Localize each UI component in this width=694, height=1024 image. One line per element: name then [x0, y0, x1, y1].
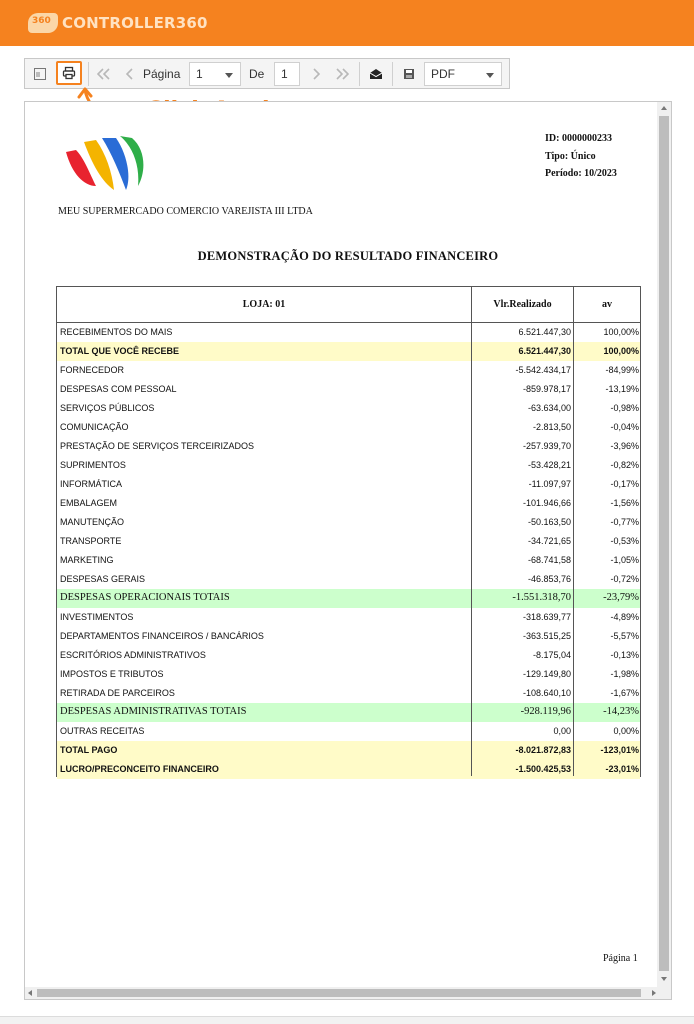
row-value: -8.021.872,83 [515, 745, 571, 755]
row-av: -84,99% [605, 365, 639, 375]
table-row [57, 551, 640, 570]
table-row [57, 418, 640, 437]
table-row [57, 513, 640, 532]
column-divider [573, 287, 574, 776]
scroll-down-icon[interactable] [661, 977, 667, 981]
export-format-select[interactable] [424, 62, 502, 86]
previous-page-button[interactable] [117, 63, 141, 85]
table-header [57, 287, 640, 323]
row-value: -34.721,65 [527, 536, 571, 546]
table-row [57, 323, 640, 342]
chevron-right-icon [312, 67, 322, 81]
report-type: Tipo: Único [545, 151, 596, 162]
table-row [57, 361, 640, 380]
row-value: -2.813,50 [532, 422, 571, 432]
row-av: -0,17% [610, 479, 639, 489]
table-row [57, 665, 640, 684]
row-label: ESCRITÓRIOS ADMINISTRATIVOS [60, 650, 206, 660]
table-row [57, 475, 640, 494]
of-label: De [249, 67, 265, 81]
next-page-button[interactable] [305, 63, 329, 85]
toolbar-divider [392, 62, 393, 86]
page-select-value: 1 [196, 67, 203, 81]
table-row [57, 722, 640, 741]
last-page-button[interactable] [331, 63, 355, 85]
double-chevron-left-icon [95, 67, 111, 81]
row-label: LUCRO/PRECONCEITO FINANCEIRO [60, 764, 219, 774]
chevron-down-icon [225, 73, 233, 78]
horizontal-scroll-thumb[interactable] [37, 989, 641, 997]
print-button[interactable] [56, 61, 82, 85]
table-row [57, 342, 640, 361]
toolbar-divider [359, 62, 360, 86]
row-label: MARKETING [60, 555, 114, 565]
table-row [57, 760, 640, 779]
table-row [57, 703, 640, 722]
row-av: -0,98% [610, 403, 639, 413]
row-value: -1.500.425,53 [515, 764, 571, 774]
table-row [57, 646, 640, 665]
scroll-up-icon[interactable] [661, 106, 667, 110]
header-store: LOJA: 01 [242, 299, 286, 310]
toggle-sidebar-button[interactable] [28, 63, 52, 85]
bottom-bar [0, 1016, 694, 1024]
row-av: -1,05% [610, 555, 639, 565]
row-value: -257.939,70 [522, 441, 571, 451]
row-value: -108.640,10 [522, 688, 571, 698]
row-label: TOTAL PAGO [60, 745, 118, 755]
open-envelope-icon [369, 67, 383, 81]
row-label: PRESTAÇÃO DE SERVIÇOS TERCEIRIZADOS [60, 441, 255, 451]
export-format-value: PDF [431, 67, 455, 81]
row-label: DESPESAS COM PESSOAL [60, 384, 177, 394]
table-row [57, 380, 640, 399]
row-label: OUTRAS RECEITAS [60, 726, 145, 736]
table-row [57, 456, 640, 475]
row-value: 6.521.447,30 [518, 327, 571, 337]
row-av: -0,13% [610, 650, 639, 660]
row-av: -0,72% [610, 574, 639, 584]
row-av: -3,96% [610, 441, 639, 451]
company-logo [62, 134, 148, 194]
row-value: -129.149,80 [522, 669, 571, 679]
row-value: -1.551.318,70 [512, 592, 571, 603]
row-value: -46.853,76 [527, 574, 571, 584]
row-label: TRANSPORTE [60, 536, 122, 546]
scroll-right-icon[interactable] [652, 990, 656, 996]
row-av: -4,89% [610, 612, 639, 622]
total-pages-value: 1 [281, 67, 288, 81]
toolbar-divider [88, 62, 89, 86]
row-av: -0,77% [610, 517, 639, 527]
row-label: SERVIÇOS PÚBLICOS [60, 403, 155, 413]
row-av: -13,19% [605, 384, 639, 394]
row-av: -1,67% [610, 688, 639, 698]
row-value: -101.946,66 [522, 498, 571, 508]
row-value: -363.515,25 [522, 631, 571, 641]
table-row [57, 532, 640, 551]
row-av: -0,82% [610, 460, 639, 470]
table-row [57, 627, 640, 646]
row-label: FORNECEDOR [60, 365, 125, 375]
row-av: -23,79% [603, 592, 639, 603]
row-label: DEPARTAMENTOS FINANCEIROS / BANCÁRIOS [60, 631, 264, 641]
row-value: -318.639,77 [522, 612, 571, 622]
row-label: EMBALAGEM [60, 498, 118, 508]
table-row [57, 437, 640, 456]
table-row [57, 684, 640, 703]
row-label: DESPESAS OPERACIONAIS TOTAIS [60, 592, 230, 603]
row-value: -68.741,58 [527, 555, 571, 565]
row-value: -859.978,17 [522, 384, 571, 394]
row-label: RETIRADA DE PARCEIROS [60, 688, 175, 698]
header-realized-value: Vlr.Realizado [493, 299, 552, 310]
row-value: -11.097,97 [528, 479, 571, 489]
row-av: -123,01% [600, 745, 639, 755]
table-row [57, 570, 640, 589]
row-value: 6.521.447,30 [518, 346, 571, 356]
row-value: -50.163,50 [527, 517, 571, 527]
export-button[interactable] [397, 63, 421, 85]
table-row [57, 494, 640, 513]
row-av: 100,00% [603, 346, 639, 356]
report-id: ID: 0000000233 [545, 133, 612, 144]
row-av: 100,00% [603, 327, 639, 337]
page-footer: Página 1 [603, 953, 638, 964]
vertical-scrollbar[interactable] [657, 102, 671, 999]
row-label: INFORMÁTICA [60, 479, 122, 489]
table-row [57, 608, 640, 627]
row-value: -8.175,04 [532, 650, 571, 660]
row-av: -5,57% [610, 631, 639, 641]
financial-table [56, 286, 641, 777]
report-toolbar [24, 58, 510, 89]
scroll-left-icon[interactable] [28, 990, 32, 996]
brand-name: CONTROLLER360 [62, 14, 208, 32]
document-map-icon [33, 67, 47, 81]
report-title: DEMONSTRAÇÃO DO RESULTADO FINANCEIRO [197, 249, 499, 263]
page-select[interactable] [189, 62, 241, 86]
row-label: TOTAL QUE VOCÊ RECEBE [60, 346, 180, 356]
row-av: 0,00% [613, 726, 639, 736]
row-value: -63.634,00 [527, 403, 571, 413]
chevron-down-icon [486, 73, 494, 78]
header-av: av [602, 299, 612, 310]
logo-icon: 360 [28, 13, 58, 33]
row-value: -928.119,96 [520, 706, 571, 717]
column-divider [471, 287, 472, 776]
controller360-logo[interactable] [28, 12, 208, 34]
table-row [57, 741, 640, 760]
first-page-button[interactable] [91, 63, 115, 85]
row-av: -0,53% [610, 536, 639, 546]
row-value: -53.428,21 [527, 460, 571, 470]
row-av: -1,56% [610, 498, 639, 508]
row-label: DESPESAS GERAIS [60, 574, 146, 584]
row-av: -0,04% [610, 422, 639, 432]
row-label: MANUTENÇÃO [60, 517, 125, 527]
vertical-scroll-thumb[interactable] [659, 116, 669, 971]
row-label: INVESTIMENTOS [60, 612, 134, 622]
row-label: RECEBIMENTOS DO MAIS [60, 327, 173, 337]
page-label: Página [143, 67, 181, 81]
chevron-left-icon [124, 67, 134, 81]
report-period: Período: 10/2023 [545, 168, 617, 179]
total-pages-field [274, 62, 300, 86]
row-label: COMUNICAÇÃO [60, 422, 129, 432]
table-row [57, 399, 640, 418]
app-header [0, 0, 694, 46]
double-chevron-right-icon [335, 67, 351, 81]
row-label: DESPESAS ADMINISTRATIVAS TOTAIS [60, 706, 247, 717]
row-value: -5.542.434,17 [515, 365, 571, 375]
row-av: -14,23% [603, 706, 639, 717]
row-av: -23,01% [605, 764, 639, 774]
horizontal-scrollbar[interactable] [25, 987, 659, 999]
save-disk-icon [403, 68, 415, 80]
row-label: IMPOSTOS E TRIBUTOS [60, 669, 164, 679]
email-button[interactable] [364, 63, 388, 85]
table-row [57, 589, 640, 608]
row-label: SUPRIMENTOS [60, 460, 126, 470]
row-av: -1,98% [610, 669, 639, 679]
printer-icon [62, 66, 76, 80]
row-value: 0,00 [553, 726, 571, 736]
company-name: MEU SUPERMERCADO COMERCIO VAREJISTA III LTDA [58, 206, 313, 217]
